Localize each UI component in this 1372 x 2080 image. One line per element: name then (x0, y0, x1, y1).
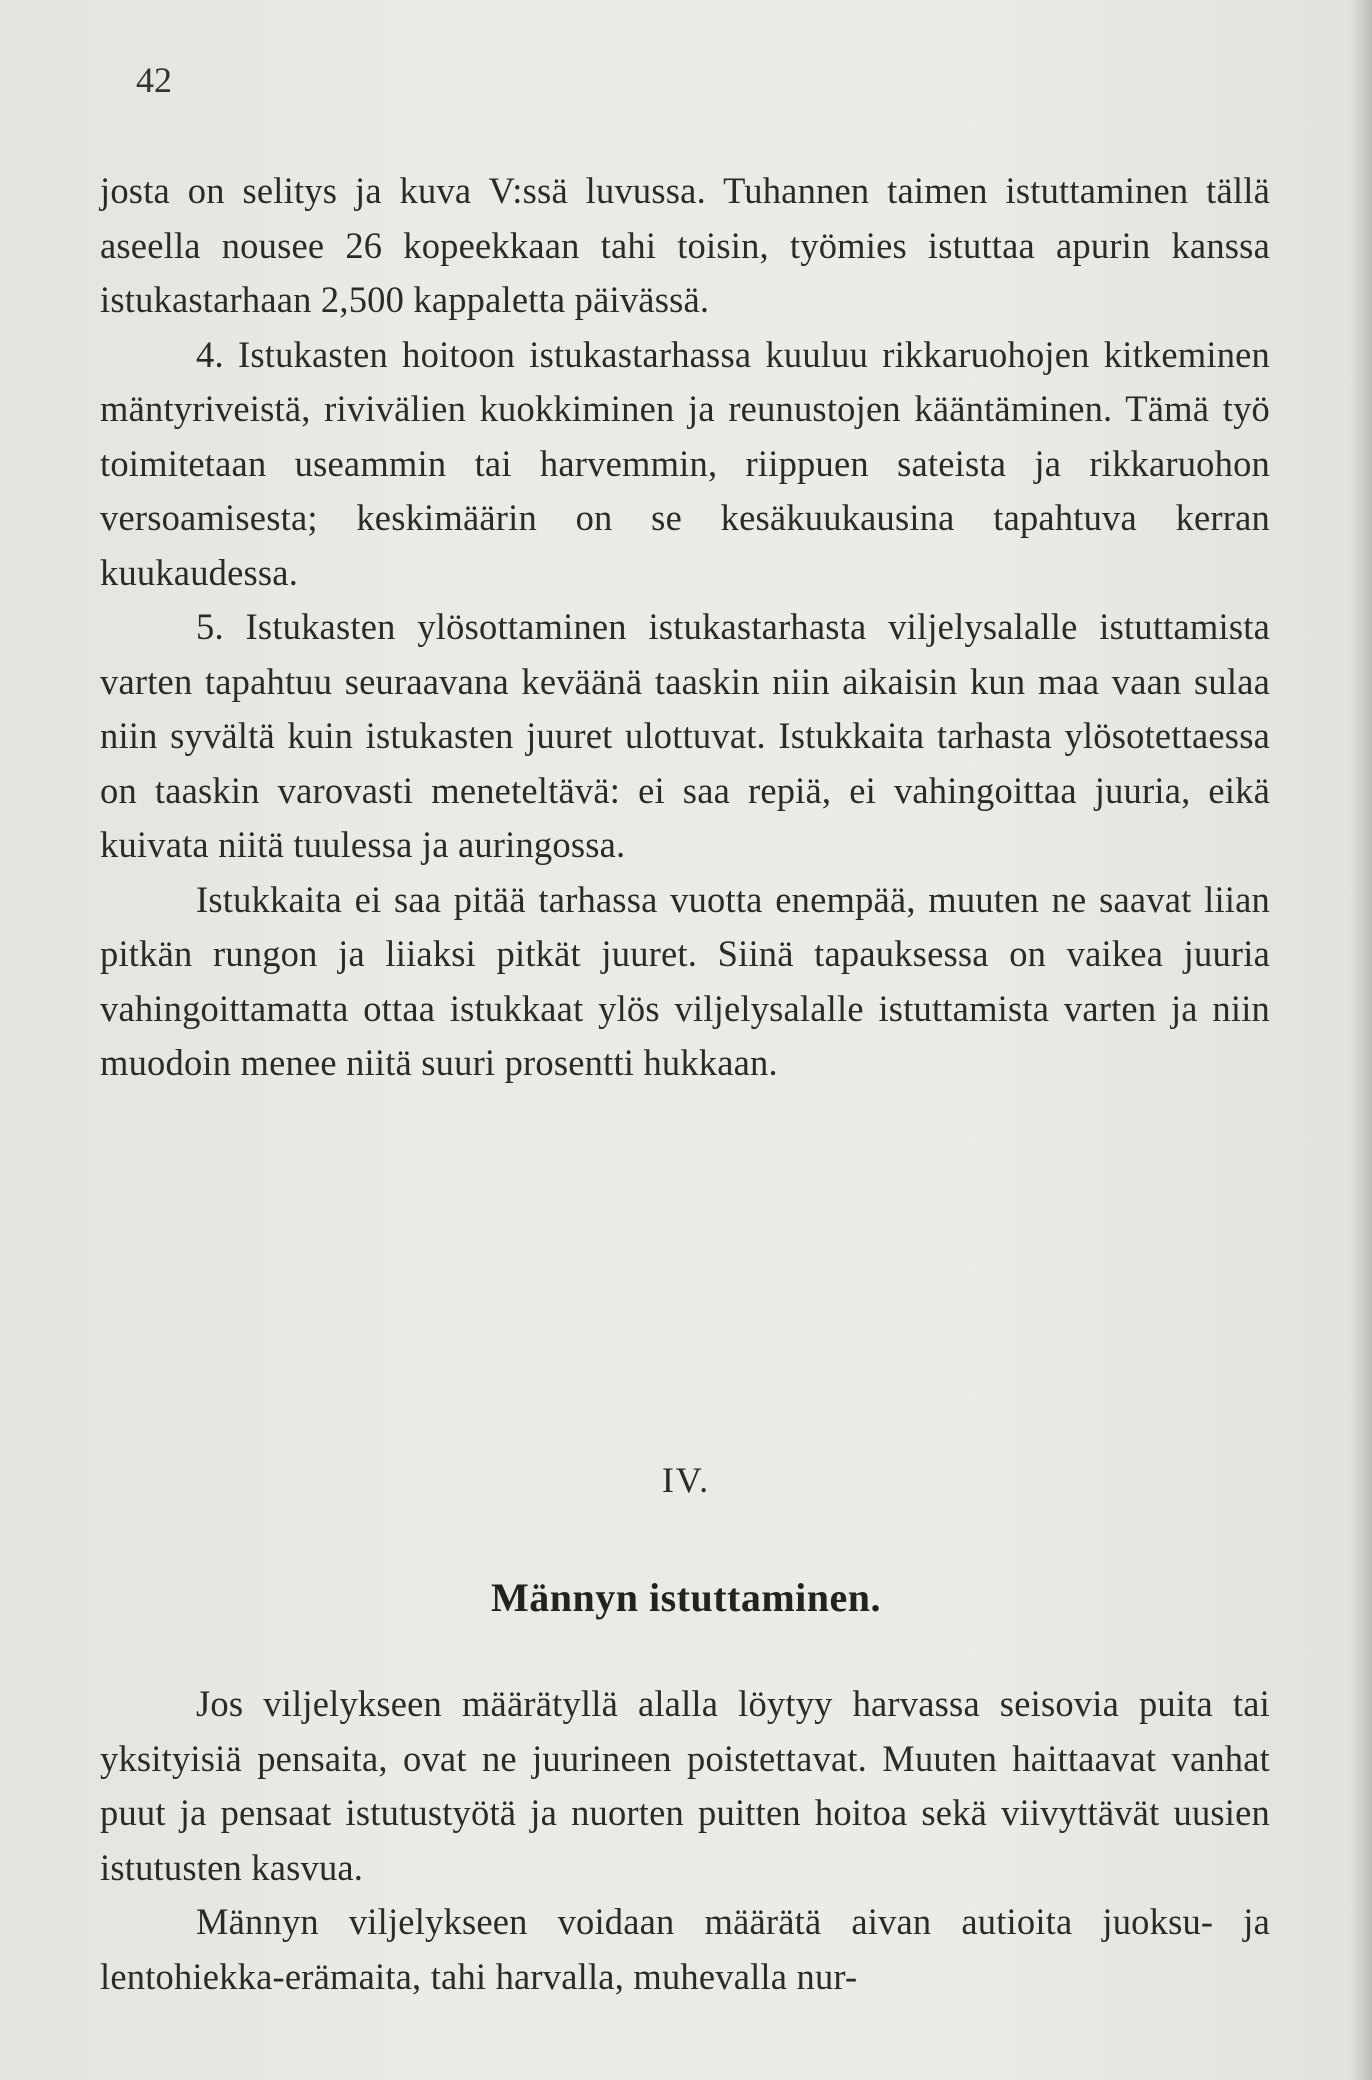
paragraph-suitable-land: Männyn viljelykseen voidaan määrätä aivan autioita juoksu- ja lentohiekka-erämaita, tahi harvalla, muhevalla nur- (100, 1901, 1270, 1997)
paragraph-storage-note: Istukkaita ei saa pitää tarhassa vuotta enempää, muuten ne saavat liian pitkän rungon ja liiaksi pitkät juuret. Siinä tapauksessa on vaikea juuria vahingoittamatta ottaa istukkaat ylös viljelysalalle istuttamista varten ja niin muodoin menee niitä suuri prosentti hukkaan. (100, 878, 1270, 1083)
text-block-upper (100, 164, 1270, 1091)
page-number: 42 (136, 60, 172, 100)
paragraph-site-clearing: Jos viljelykseen määrätyllä alalla löytyy harvassa seisovia puita tai yksityisiä pensaita, ovat ne juurineen poistettavat. Muuten haittaavat vanhat puut ja pensaat istutustyötä ja nuorten puitten hoitoa sekä viivyttävät uusien istutusten kasvua. (100, 1683, 1270, 1888)
chapter-title: Männyn istuttaminen. (490, 1575, 882, 1620)
chapter-numeral: IV. (661, 1460, 711, 1500)
text-block-lower (100, 1677, 1270, 2004)
page-edge-shadow (1350, 0, 1372, 2080)
paragraph-item-4: 4. Istukasten hoitoon istukastarhassa kuuluu rikkaruohojen kitkeminen mäntyriveistä, rivivälien kuokkiminen ja reunustojen kääntäminen. Tämä työ toimitetaan useammin tai harvemmin, riippuen sateista ja rikkaruohon versoamisesta; keskimäärin on se kesäkuukausina tapahtuva kerran kuukaudessa. (100, 333, 1270, 593)
paragraph-item-5: 5. Istukasten ylösottaminen istukastarhasta viljelysalalle istuttamista varten tapahtuu seuraavana keväänä taaskin niin aikaisin kun maa vaan sulaa niin syvältä kuin istukasten juuret ulottuvat. Istukkaita tarhasta ylösotettaessa on taaskin varovasti meneteltävä: ei saa repiä, ei vahingoittaa juuria, eikä kuivata niitä tuulessa ja auringossa. (100, 606, 1270, 865)
paragraph-continuation: josta on selitys ja kuva V:ssä luvussa. Tuhannen taimen istuttaminen tällä aseella nousee 26 kopeekkaan tahi toisin, työmies istuttaa apurin kanssa istukastarhaan 2,500 kappaletta päivässä. (100, 170, 1270, 320)
